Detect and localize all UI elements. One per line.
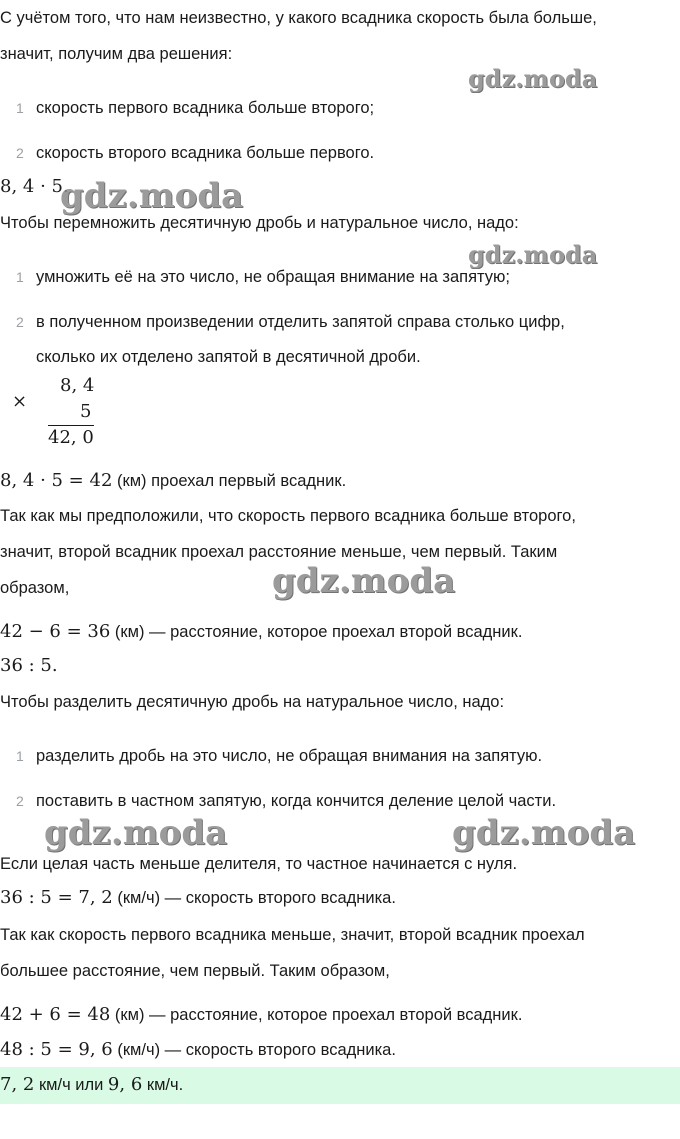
list-item: скорость первого всадника больше второго; — [36, 99, 375, 117]
list-item: поставить в частном запятую, когда кончится деление целой части. — [36, 792, 557, 810]
answer-line: 7, 2 км/ч или 9, 6 км/ч. — [0, 1074, 184, 1095]
rule-note: Если целая часть меньше делителя, то частное начинается с нуля. — [0, 855, 518, 873]
column-rule — [48, 425, 94, 426]
column-top: 8, 4 — [60, 375, 95, 396]
list-number: 2 — [16, 145, 24, 161]
list-number: 1 — [16, 748, 24, 764]
rule-title: Чтобы перемножить десятичную дробь и натуральное число, надо: — [0, 214, 519, 232]
column-bottom: 5 — [80, 401, 92, 422]
paragraph-line: Так как скорость первого всадника меньше, значит, второй всадник проехал — [0, 926, 585, 944]
watermark: gdz.moda — [44, 813, 228, 853]
expression: 36 : 5. — [0, 655, 58, 676]
result-line: 8, 4 · 5 = 42 (км) проехал первый всадник. — [0, 470, 347, 491]
multiply-sign: × — [12, 391, 28, 412]
intro-line-2: значит, получим два решения: — [0, 45, 233, 63]
watermark: gdz.moda — [452, 813, 636, 853]
list-item: умножить её на это число, не обращая внимание на запятую; — [36, 268, 510, 286]
list-number: 1 — [16, 269, 24, 285]
result-line: 36 : 5 = 7, 2 (км/ч) — скорость второго всадника. — [0, 887, 396, 908]
list-item: в полученном произведении отделить запятой справа столько цифр, — [36, 313, 565, 331]
result-line: 48 : 5 = 9, 6 (км/ч) — скорость второго всадника. — [0, 1039, 396, 1060]
watermark: gdz.moda — [60, 176, 244, 216]
watermark: gdz.moda — [468, 240, 598, 269]
list-item: разделить дробь на это число, не обращая внимания на запятую. — [36, 747, 543, 765]
list-item: скорость второго всадника больше первого. — [36, 144, 375, 162]
result-line: 42 + 6 = 48 (км) — расстояние, которое проехал второй всадник. — [0, 1004, 523, 1025]
column-result: 42, 0 — [48, 427, 94, 448]
expression: 8, 4 · 5. — [0, 176, 69, 197]
list-item-continuation: сколько их отделено запятой в десятичной дроби. — [36, 348, 421, 366]
paragraph-line: значит, второй всадник проехал расстояние меньше, чем первый. Таким — [0, 543, 558, 561]
list-number: 1 — [16, 100, 24, 116]
rule-title: Чтобы разделить десятичную дробь на натуральное число, надо: — [0, 693, 505, 711]
list-number: 2 — [16, 793, 24, 809]
paragraph-line: большее расстояние, чем первый. Таким образом, — [0, 962, 390, 980]
intro-line-1: С учётом того, что нам неизвестно, у какого всадника скорость была больше, — [0, 9, 597, 27]
watermark: gdz.moda — [468, 64, 598, 93]
list-number: 2 — [16, 314, 24, 330]
watermark: gdz.moda — [272, 561, 456, 601]
result-line: 42 − 6 = 36 (км) — расстояние, которое проехал второй всадник. — [0, 621, 523, 642]
paragraph-line: Так как мы предположили, что скорость первого всадника больше второго, — [0, 507, 576, 525]
paragraph-line: образом, — [0, 579, 70, 597]
